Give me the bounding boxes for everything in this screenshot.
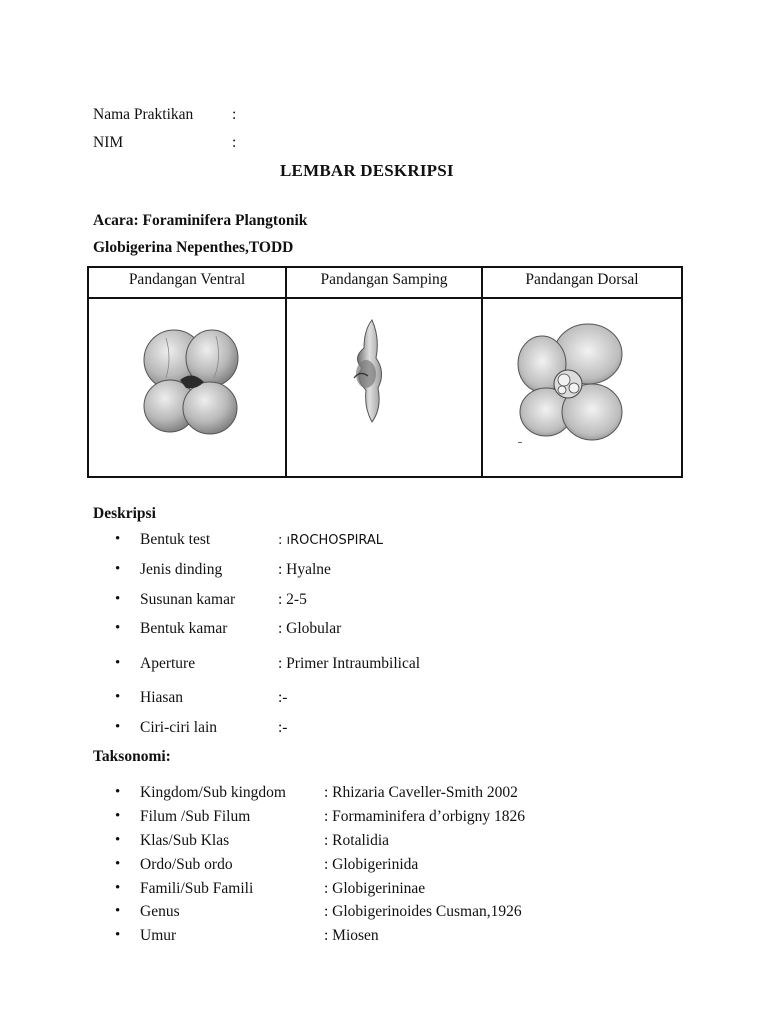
item-value: : Globigerinida — [324, 856, 419, 873]
item-label: Klas/Sub Klas — [140, 832, 230, 849]
table-border-bottom — [87, 476, 683, 478]
item-label: Kingdom/Sub kingdom — [140, 784, 286, 801]
bullet-icon: • — [115, 880, 121, 896]
item-label: Hiasan — [140, 689, 184, 706]
item-value: : ıROCHOSPIRAL — [278, 533, 384, 548]
bullet-icon: • — [115, 655, 121, 671]
page-title: LEMBAR DESKRIPSI — [280, 161, 454, 180]
nama-praktikan-label: Nama Praktikan — [93, 106, 194, 123]
bullet-icon: • — [115, 561, 121, 577]
item-value: : Globigerinoides Cusman,1926 — [324, 903, 522, 920]
bullet-icon: • — [115, 719, 121, 735]
item-label: Famili/Sub Famili — [140, 880, 254, 897]
bullet-icon: • — [115, 784, 121, 800]
bullet-icon: • — [115, 689, 121, 705]
item-value: : Globigerininae — [324, 880, 426, 897]
table-border-right — [681, 266, 683, 478]
item-label: Bentuk kamar — [140, 620, 228, 637]
item-value: : Formaminifera d’orbigny 1826 — [324, 808, 526, 825]
taksonomi-heading: Taksonomi: — [93, 748, 171, 765]
table-header-divider — [87, 297, 683, 299]
item-value: : Primer Intraumbilical — [278, 655, 421, 672]
item-label: Bentuk test — [140, 531, 211, 548]
item-value: :- — [278, 689, 288, 706]
item-label: Umur — [140, 927, 177, 944]
bullet-icon: • — [115, 808, 121, 824]
header-samping: Pandangan Samping — [320, 271, 448, 288]
nim-label: NIM — [93, 134, 124, 151]
bullet-icon: • — [115, 531, 121, 547]
bullet-icon: • — [115, 832, 121, 848]
bullet-icon: • — [115, 591, 121, 607]
item-label: Filum /Sub Filum — [140, 808, 251, 825]
table-border-top — [87, 266, 683, 268]
item-label: Susunan kamar — [140, 591, 236, 608]
table-column-divider-1 — [285, 266, 287, 478]
item-label: Ciri-ciri lain — [140, 719, 218, 736]
item-value: : Globular — [278, 620, 342, 637]
item-value: : Rhizaria Caveller-Smith 2002 — [324, 784, 518, 801]
item-label: Genus — [140, 903, 180, 920]
acara-heading: Acara: Foraminifera Plangtonik — [93, 212, 308, 229]
table-column-divider-2 — [481, 266, 483, 478]
deskripsi-heading: Deskripsi — [93, 505, 156, 522]
ventral-view-image — [136, 318, 244, 440]
species-name: Globigerina Nepenthes,TODD — [93, 239, 294, 256]
item-value: : Miosen — [324, 927, 379, 944]
dorsal-view-image — [512, 318, 628, 446]
bullet-icon: • — [115, 903, 121, 919]
bullet-icon: • — [115, 927, 121, 943]
item-value: : Rotalidia — [324, 832, 390, 849]
header-dorsal: Pandangan Dorsal — [525, 271, 639, 288]
item-label: Jenis dinding — [140, 561, 223, 578]
item-value: :- — [278, 719, 288, 736]
table-border-left — [87, 266, 89, 478]
item-value: : Hyalne — [278, 561, 331, 578]
side-view-image — [346, 318, 388, 424]
bullet-icon: • — [115, 856, 121, 872]
item-value: : 2-5 — [278, 591, 307, 608]
bullet-icon: • — [115, 620, 121, 636]
nama-praktikan-separator: : — [232, 106, 237, 123]
nim-separator: : — [232, 134, 237, 151]
item-label: Ordo/Sub ordo — [140, 856, 233, 873]
header-ventral: Pandangan Ventral — [128, 271, 246, 288]
item-label: Aperture — [140, 655, 196, 672]
